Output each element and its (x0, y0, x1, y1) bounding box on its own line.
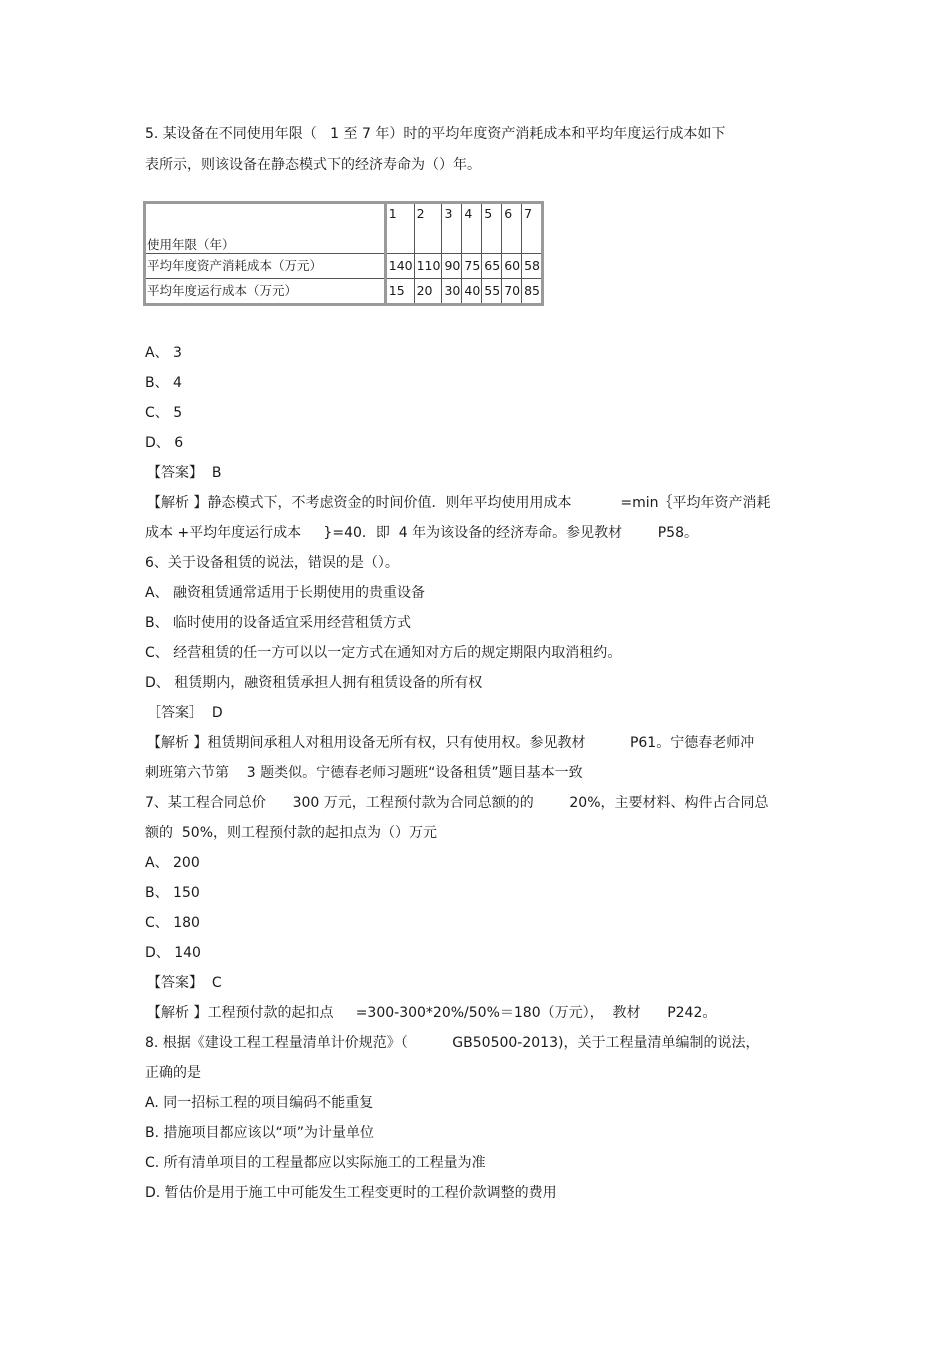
q5-analysis-line-2: 成本 +平均年度运行成本 }=40．即 4 年为该设备的经济寿命。参见教材 P58。 (145, 525, 698, 541)
q5-answer: 【答案】 B (147, 465, 222, 481)
table-cell: 65 (482, 254, 502, 279)
table-cell: 60 (502, 254, 522, 279)
table-cell: 85 (522, 279, 543, 305)
q8-stem-line-1: 8. 根据《建设工程工程量清单计价规范》（ GB50500-2013)，关于工程量清单编制的说法， (145, 1035, 760, 1051)
table-row (145, 279, 543, 305)
q6-analysis-line-1: 【解析 】租赁期间承租人对租用设备无所有权，只有使用权。参见教材 P61。宁德春老师冲 (147, 735, 755, 751)
table-header-row (145, 203, 543, 254)
q5-option-b: B、 4 (145, 375, 182, 391)
table-cell: 110 (414, 254, 442, 279)
q7-answer: 【答案】 C (147, 975, 222, 991)
year-cell: 2 (414, 203, 442, 254)
q7-option-d: D、 140 (145, 945, 201, 961)
table-cell: 75 (462, 254, 482, 279)
q5-stem-line-1: 5. 某设备在不同使用年限（ 1 至 7 年）时的平均年度资产消耗成本和平均年度运行成本如下 (145, 126, 726, 142)
year-cell: 4 (462, 203, 482, 254)
table-cell: 20 (414, 279, 442, 305)
q7-analysis: 【解析 】工程预付款的起扣点 =300-300*20%/50%＝180（万元）， 教材 P242。 (147, 1005, 717, 1021)
year-cell: 1 (385, 203, 414, 254)
q8-option-b: B. 措施项目都应该以“项”为计量单位 (145, 1125, 375, 1141)
q5-option-c: C、 5 (145, 405, 183, 421)
q7-option-a: A、 200 (145, 855, 200, 871)
q7-option-b: B、 150 (145, 885, 200, 901)
q7-stem-line-2: 额的 50%，则工程预付款的起扣点为（）万元 (145, 825, 438, 841)
table-cell: 15 (385, 279, 414, 305)
q6-option-d: D、 租赁期内，融资租赁承担人拥有租赁设备的所有权 (145, 675, 483, 691)
q8-option-d: D. 暂估价是用于施工中可能发生工程变更时的工程价款调整的费用 (145, 1185, 557, 1201)
table-cell: 90 (442, 254, 462, 279)
q5-stem-line-2: 表所示，则该设备在静态模式下的经济寿命为（）年。 (145, 157, 481, 173)
row-label: 平均年度资产消耗成本（万元） (145, 254, 386, 279)
q6-option-b: B、 临时使用的设备适宜采用经营租赁方式 (145, 615, 412, 631)
q7-stem-line-1: 7、某工程合同总价 300 万元，工程预付款为合同总额的的 20%，主要材料、构件占合同总 (145, 795, 769, 811)
table-header-label: 使用年限（年） (145, 203, 386, 254)
year-cell: 6 (502, 203, 522, 254)
q6-stem: 6、关于设备租赁的说法，错误的是（）。 (145, 555, 399, 571)
table-row (145, 254, 543, 279)
q6-answer: ［答案］ D (147, 705, 223, 721)
table-cell: 140 (385, 254, 414, 279)
table-cell: 58 (522, 254, 543, 279)
q5-option-a: A、 3 (145, 345, 182, 361)
year-cell: 5 (482, 203, 502, 254)
year-cell: 3 (442, 203, 462, 254)
q5-cost-table (143, 201, 544, 306)
q8-option-a: A. 同一招标工程的项目编码不能重复 (145, 1095, 374, 1111)
q5-option-d: D、 6 (145, 435, 184, 451)
q6-option-a: A、 融资租赁通常适用于长期使用的贵重设备 (145, 585, 426, 601)
table-cell: 30 (442, 279, 462, 305)
row-label: 平均年度运行成本（万元） (145, 279, 386, 305)
table-cell: 40 (462, 279, 482, 305)
q7-option-c: C、 180 (145, 915, 200, 931)
table-cell: 55 (482, 279, 502, 305)
q5-analysis-line-1: 【解析 】静态模式下，不考虑资金的时间价值．则年平均使用用成本 =min｛平均年资产消耗 (147, 495, 771, 511)
q8-stem-line-2: 正确的是 (145, 1065, 201, 1081)
year-cell: 7 (522, 203, 543, 254)
q8-option-c: C. 所有清单项目的工程量都应以实际施工的工程量为准 (145, 1155, 486, 1171)
table-cell: 70 (502, 279, 522, 305)
q6-option-c: C、 经营租赁的任一方可以以一定方式在通知对方后的规定期限内取消租约。 (145, 645, 622, 661)
q6-analysis-line-2: 刺班第六节第 3 题类似。宁德春老师习题班“设备租赁”题目基本一致 (145, 765, 583, 781)
